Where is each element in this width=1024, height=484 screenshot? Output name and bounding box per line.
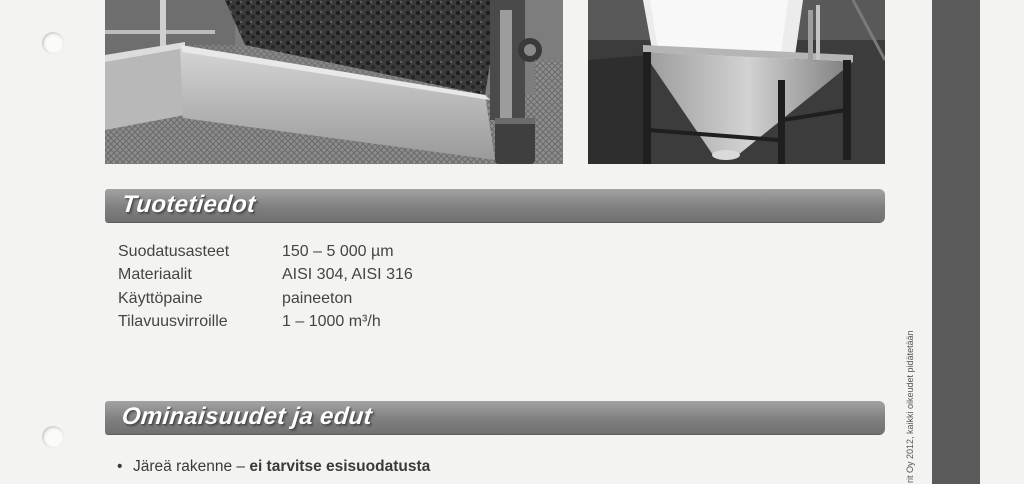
feature-text-bold: ei tarvitse esisuodatusta [249,458,431,475]
section-title-product-info: Tuotetiedot [120,191,257,218]
spec-value: paineeton [282,290,353,307]
section-title-features: Ominaisuudet ja edut [120,403,374,430]
feature-text: Järeä rakenne – [133,458,250,475]
spec-label: Tilavuusvirroille [118,313,228,330]
section-header-product-info [105,189,885,222]
punch-hole-bottom [42,426,64,448]
product-photo-screen-filter [105,0,563,164]
product-photo-hopper [588,0,885,164]
feature-bullet [117,458,430,476]
spec-value: AISI 304, AISI 316 [282,266,413,283]
spec-label: Suodatusasteet [118,243,230,260]
copyright-notice: rit Oy 2012, kaikki oikeudet pidätetään [905,330,915,483]
section-header-features [105,401,885,434]
spec-value: 150 – 5 000 µm [282,243,394,260]
spec-label: Käyttöpaine [118,290,203,307]
punch-hole-top [42,32,64,54]
side-stripe [932,0,980,484]
spec-value: 1 – 1000 m³/h [282,313,381,330]
bullet-icon: • [117,458,123,475]
spec-label: Materiaalit [118,266,192,283]
